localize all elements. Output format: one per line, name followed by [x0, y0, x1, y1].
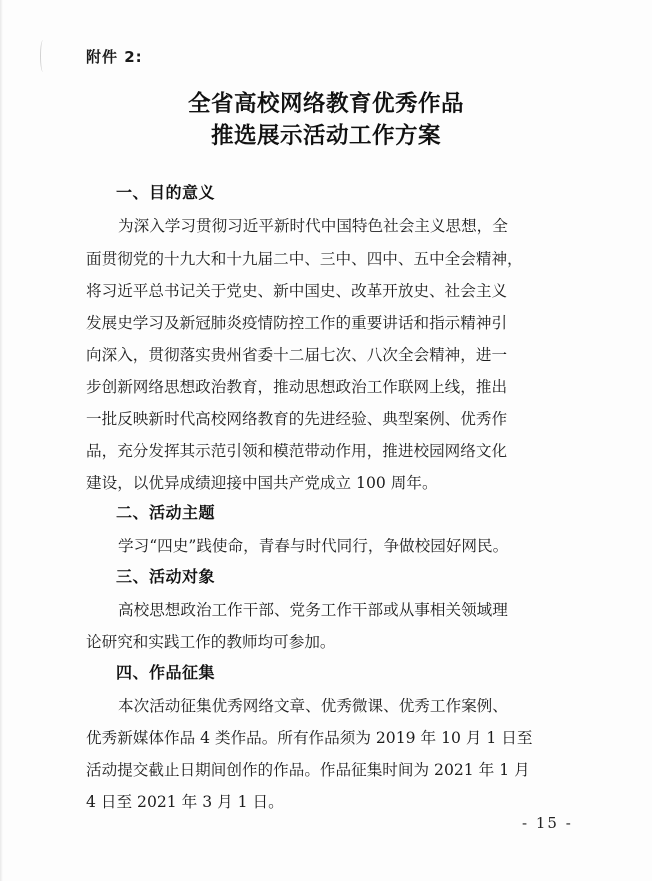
paragraph-line: 面贯彻党的十九大和十九届二中、三中、四中、五中全会精神， [86, 250, 523, 268]
section-heading-submissions: 四、作品征集 [116, 663, 216, 682]
paragraph-line: 发展史学习及新冠肺炎疫情防控工作的重要讲话和指示精神引 [86, 314, 508, 332]
paragraph-line: 步创新网络思想政治教育，推动思想政治工作联网上线，推出 [86, 378, 508, 396]
attachment-label: 附件 2: [86, 48, 143, 66]
paragraph-line: 为深入学习贯彻习近平新时代中国特色社会主义思想，全 [118, 217, 508, 235]
paragraph-line: 一批反映新时代高校网络教育的先进经验、典型案例、优秀作 [86, 410, 508, 428]
paragraph-line: 活动提交截止日期间创作的作品。作品征集时间为 2021 年 1 月 [86, 761, 530, 779]
paragraph-line: 论研究和实践工作的教师均可参加。 [86, 633, 336, 651]
paragraph-line: 建设，以优异成绩迎接中国共产党成立 100 周年。 [86, 474, 438, 492]
paragraph-line: 优秀新媒体作品 4 类作品。所有作品须为 2019 年 10 月 1 日至 [86, 729, 533, 747]
paragraph-line: 品，充分发挥其示范引领和模范带动作用，推进校园网络文化 [86, 442, 508, 460]
paragraph-line: 学习“四史”践使命，青春与时代同行，争做校园好网民。 [118, 537, 509, 555]
page-number: - 15 - [522, 814, 573, 832]
scan-artifact-mark [40, 40, 46, 72]
document-title-line-2: 推选展示活动工作方案 [210, 123, 441, 149]
paragraph-line: 向深入，贯彻落实贵州省委十二届七次、八次全会精神，进一 [86, 346, 508, 364]
paragraph-line: 高校思想政治工作干部、党务工作干部或从事相关领域理 [118, 601, 508, 619]
paragraph-line: 本次活动征集优秀网络文章、优秀微课、优秀工作案例、 [118, 697, 508, 715]
document-title-line-1: 全省高校网络教育优秀作品 [187, 91, 464, 117]
section-heading-purpose: 一、目的意义 [116, 183, 216, 202]
section-heading-theme: 二、活动主题 [116, 503, 216, 522]
section-heading-participants: 三、活动对象 [116, 567, 216, 586]
paragraph-line: 4 日至 2021 年 3 月 1 日。 [86, 793, 284, 811]
paragraph-line: 将习近平总书记关于党史、新中国史、改革开放史、社会主义 [86, 282, 508, 300]
